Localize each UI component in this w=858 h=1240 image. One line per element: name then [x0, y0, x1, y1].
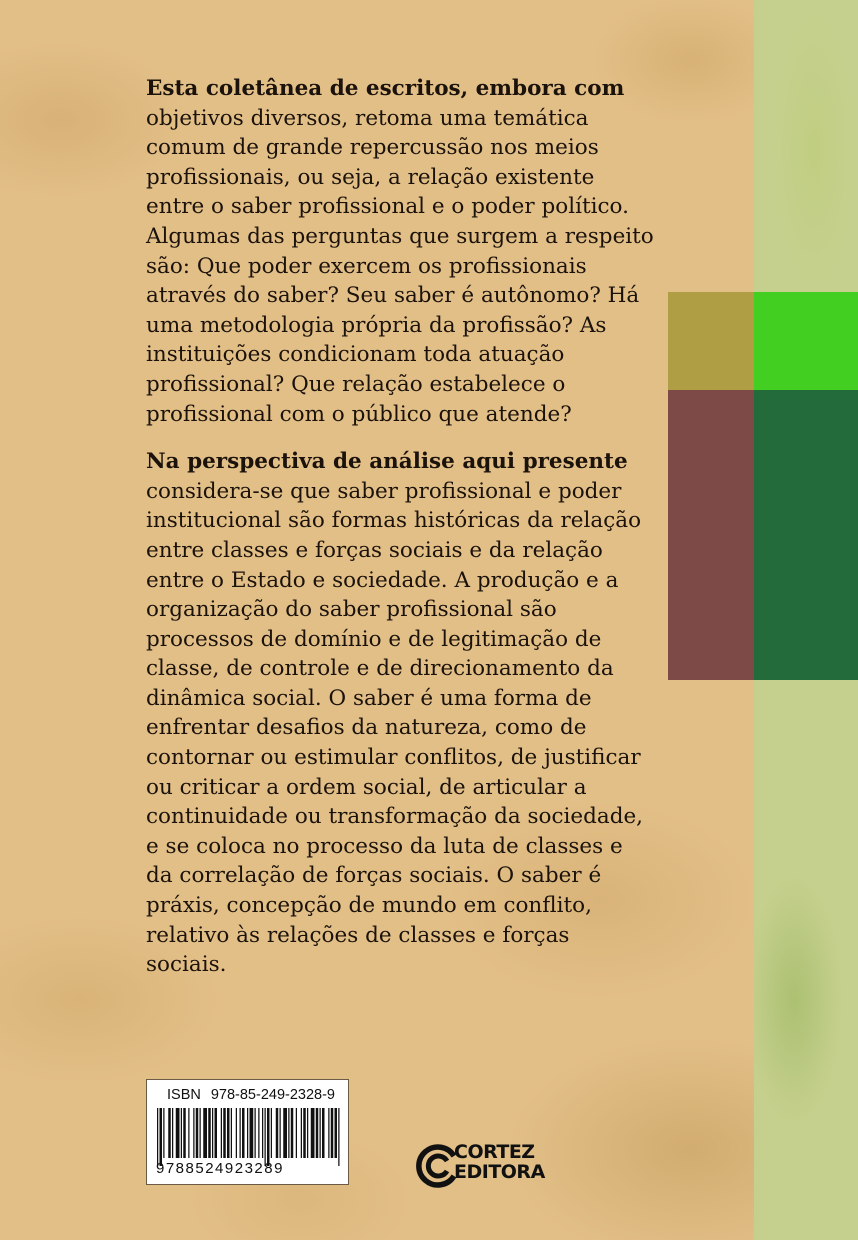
- publisher-name: [454, 1142, 545, 1182]
- isbn-label-line: [167, 1087, 335, 1103]
- isbn-label: ISBN: [167, 1087, 201, 1103]
- isbn-barcode: [146, 1079, 349, 1185]
- paragraph-1: [146, 74, 656, 429]
- publisher-logo: [416, 1140, 556, 1190]
- color-block-brown: [668, 390, 754, 680]
- paragraph-1-lead: Esta coletânea de escritos, embora com: [146, 76, 625, 101]
- paragraph-1-text: objetivos diversos, retoma uma temática comum de grande repercussão nos meios profissionais, ou seja, a relação existente entre o saber profissional e o poder político. Algumas das perguntas que surgem a respeito são: Que poder exercem os profissionais através do saber? Seu saber é autônomo? Há uma metodologia própria da profissão? As instituições condicionam toda atuação profissional? Que relação estabelece o profissional com o público que atende?: [146, 105, 654, 427]
- barcode-bars: [155, 1108, 343, 1166]
- isbn-number: 978-85-249-2328-9: [210, 1087, 335, 1103]
- back-cover-text: [146, 74, 656, 980]
- barcode-digits: 9788524923289: [156, 1160, 284, 1177]
- paragraph-2-text: considera-se que saber profissional e poder institucional são formas históricas da relação entre classes e forças sociais e da relação entre o Estado e sociedade. A produção e a organização do saber profissional são processos de domínio e de legitimação de classe, de controle e de direcionamento da dinâmica social. O saber é uma forma de enfrentar desafios da natureza, como de contornar ou estimular conflitos, de justificar ou criticar a ordem social, de articular a continuidade ou transformação da sociedade, e se coloca no processo da luta de classes e da correlação de forças sociais. O saber é práxis, concepção de mundo em conflito, relativo às relações de classes e forças sociais.: [146, 478, 644, 978]
- publisher-line-1: CORTEZ: [454, 1141, 535, 1163]
- publisher-line-2: EDITORA: [454, 1161, 545, 1183]
- color-block-dark-green: [754, 390, 858, 680]
- color-block-olive: [668, 292, 754, 390]
- paragraph-2: [146, 447, 656, 980]
- paragraph-2-lead: Na perspectiva de análise aqui presente: [146, 449, 628, 475]
- color-block-green: [754, 292, 858, 390]
